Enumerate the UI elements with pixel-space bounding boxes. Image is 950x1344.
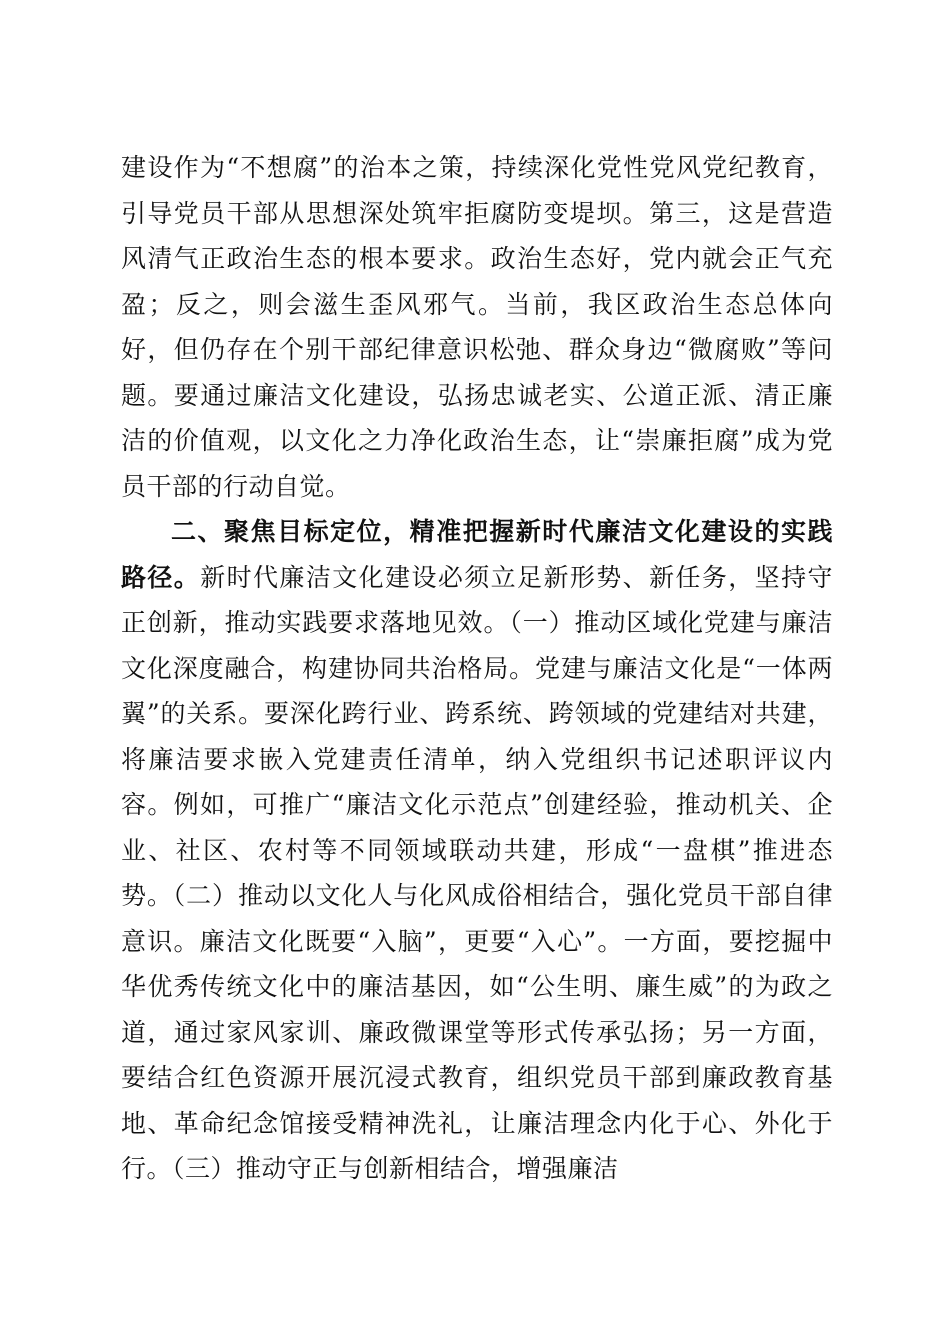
section-2-paragraph (121, 509, 833, 1192)
paragraph-continued: 建设作为“不想腐”的治本之策，持续深化党性党风党纪教育，引导党员干部从思想深处筑牢拒腐防变堤坝。第三，这是营造风清气正政治生态的根本要求。政治生态好，党内就会正气充盈；反之，则会滋生歪风邪气。当前，我区政治生态总体向好，但仍存在个别干部纪律意识松弛、群众身边“微腐败”等问题。要通过廉洁文化建设，弘扬忠诚老实、公道正派、清正廉洁的价值观，以文化之力净化政治生态，让“崇廉拒腐”成为党员干部的行动自觉。 (121, 153, 833, 501)
section-2-body: 新时代廉洁文化建设必须立足新形势、新任务，坚持守正创新，推动实践要求落地见效。（一）推动区域化党建与廉洁文化深度融合，构建协同共治格局。党建与廉洁文化是“一体两翼”的关系。要深化跨行业、跨系统、跨领域的党建结对共建，将廉洁要求嵌入党建责任清单，纳入党组织书记述职评议内容。例如，可推广“廉洁文化示范点”创建经验，推动机关、企业、社区、农村等不同领域联动共建，形成“一盘棋”推进态势。（二）推动以文化人与化风成俗相结合，强化党员干部自律意识。廉洁文化既要“入脑”，更要“入心”。一方面，要挖掘中华优秀传统文化中的廉洁基因，如“公生明、廉生威”的为政之道，通过家风家训、廉政微课堂等形式传承弘扬；另一方面，要结合红色资源开展沉浸式教育，组织党员干部到廉政教育基地、革命纪念馆接受精神洗礼，让廉洁理念内化于心、外化于行。（三）推动守正与创新相结合，增强廉洁 (121, 562, 833, 1183)
document-body (121, 145, 833, 1192)
section-2-heading: 二、聚焦目标定位，精准把握新时代廉洁文化建设的实践路径。 (121, 517, 833, 592)
